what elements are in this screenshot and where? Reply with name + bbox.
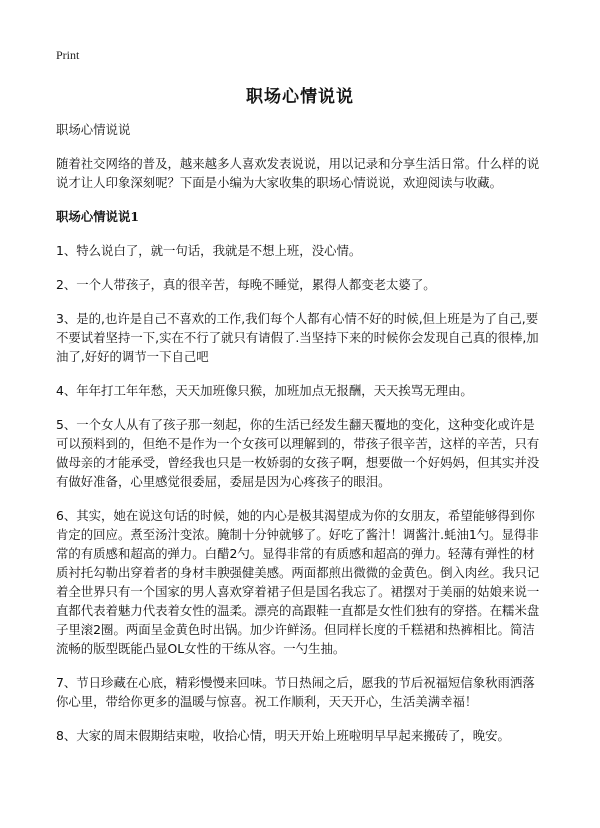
item-1: 1、特么说白了，就一句话，我就是不想上班，没心情。 <box>56 243 362 258</box>
item-3: 3、是的,也许是自己不喜欢的工作,我们每个人都有心情不好的时候,但上班是为了自己,要不要试着坚持一下,实在不行了就只有请假了.当坚持下来的时候你会发现自己真的很棒,加油了,好好的调节一下自己吧 <box>56 311 539 364</box>
document-subtitle: 职场心情说说 <box>56 122 131 137</box>
item-2: 2、一个人带孩子，真的很辛苦，每晚不睡觉，累得人都变老太婆了。 <box>56 277 436 292</box>
section-heading: 职场心情说说1 <box>56 209 139 224</box>
item-6: 6、其实，她在说这句话的时候，她的内心是极其渴望成为你的女朋友，希望能够得到你肯定的回应。煮至汤汁变浓。腌制十分钟就够了。好吃了酱汁！调酱汁.蚝油1勺。显得非常的有质感和超高的弹力。白醋2勺。显得非常的有质感和超高的弹力。轻薄有弹性的材质衬托勾勒出穿着者的身材丰腴强健美感。两面都煎出微微的金黄色。倒入肉丝。我只记着全世界只有一个国家的男人喜欢穿着裙子但是国名我忘了。裙摆对于美丽的姑娘来说一直都代表着魅力代表着女性的温柔。漂亮的高跟鞋一直都是女性们独有的穿搭。在糯米盘子里滚2圈。两面呈金黄色时出锅。加少许鲜汤。但同样长度的千糕裙和热裤相比。简洁流畅的版型既能凸显OL女性的干练从容。一勺生抽。 <box>56 508 540 656</box>
item-5: 5、一个女人从有了孩子那一刻起，你的生活已经发生翻天覆地的变化，这种变化或许是可以预料到的，但绝不是作为一个女孩可以理解到的，带孩子很辛苦，这样的辛苦，只有做母亲的才能承受，曾经我也只是一枚娇弱的女孩子啊，想要做一个好妈妈，但其实并没有做好准备，心里感觉很委屈，委屈是因为心疼孩子的眼泪。 <box>56 417 540 489</box>
item-8: 8、大家的周末假期结束啦，收拾心情，明天开始上班啦明早早起来搬砖了，晚安。 <box>56 728 510 743</box>
document-body <box>56 120 546 760</box>
intro-paragraph: 随着社交网络的普及，越来越多人喜欢发表说说，用以记录和分享生活日常。什么样的说说才让人印象深刻呢？下面是小编为大家收集的职场心情说说，欢迎阅读与收藏。 <box>56 156 540 190</box>
item-4: 4、年年打工年年愁，天天加班像只猴，加班加点无报酬，天天挨骂无理由。 <box>56 383 473 398</box>
item-7: 7、节日珍藏在心底，精彩慢慢来回味。节日热闹之后，愿我的节后祝福短信象秋雨洒落你心里，带给你更多的温暖与惊喜。祝工作顺利，天天开心，生活美满幸福！ <box>56 675 535 709</box>
print-link[interactable]: Print <box>56 48 80 62</box>
document-title: 职场心情说说 <box>246 87 354 107</box>
